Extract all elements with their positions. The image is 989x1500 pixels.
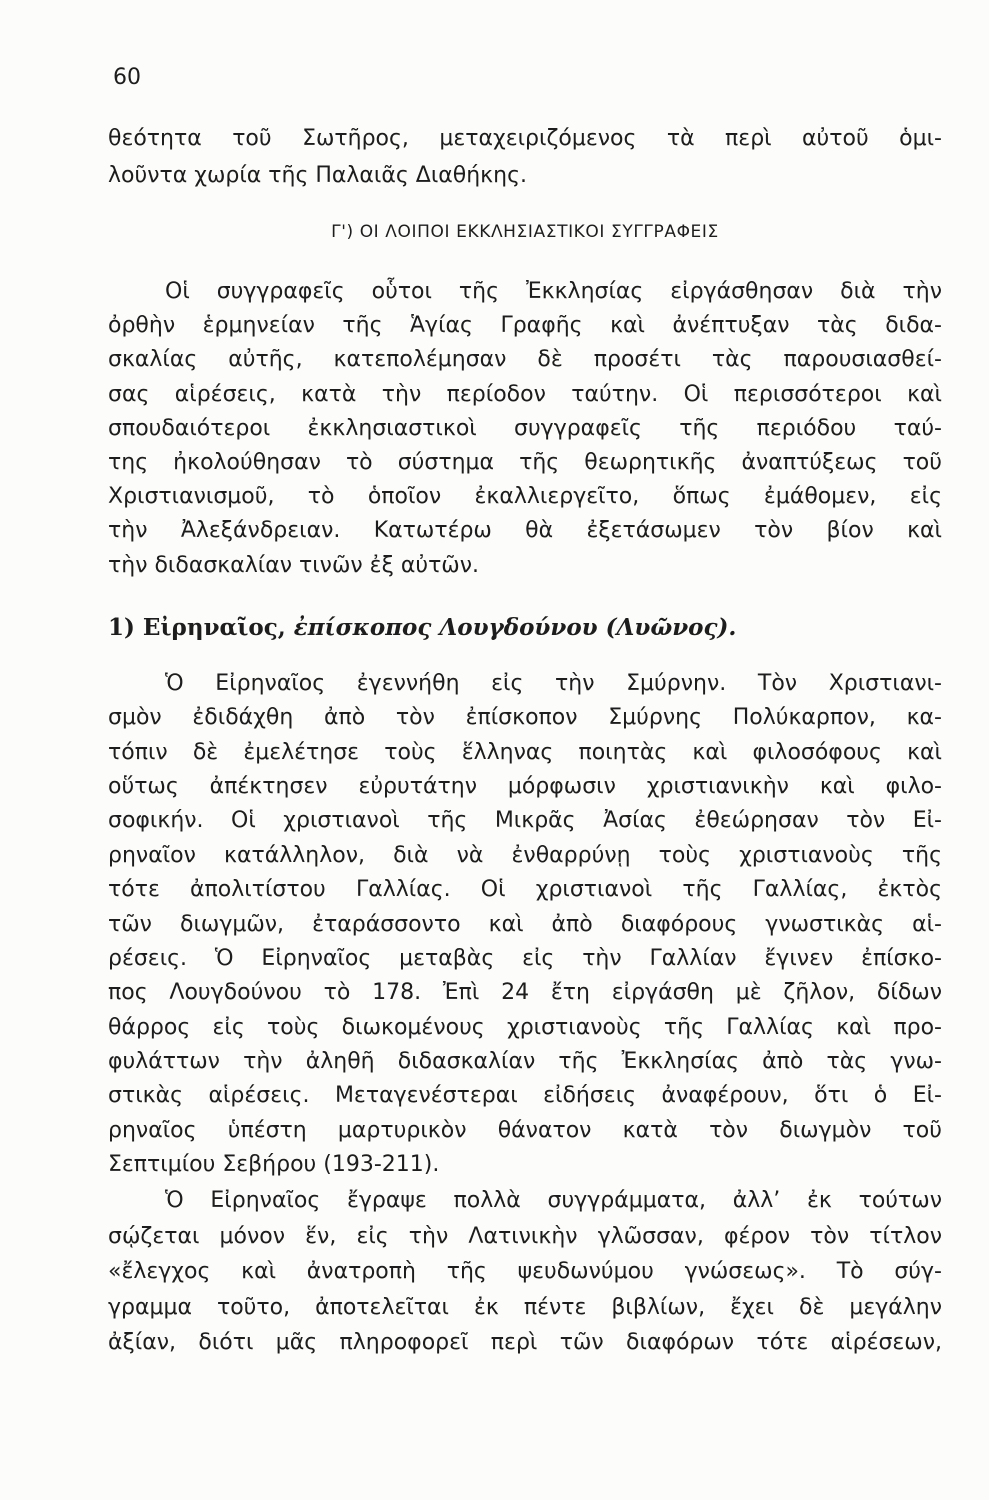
text-line: τὴν Ἀλεξάνδρειαν. Κατωτέρω θὰ ἐξετάσωμεν τὸν βίον καὶ xyxy=(108,518,942,544)
text-line: σῴζεται μόνον ἕν, εἰς τὴν Λατινικὴν γλῶσσαν, φέρον τὸν τίτλον xyxy=(108,1223,942,1249)
text-line: ρέσεις. Ὁ Εἰρηναῖος μεταβὰς εἰς τὴν Γαλλίαν ἔγινεν ἐπίσκο- xyxy=(108,945,942,971)
subsection-subtitle: ἐπίσκοπος Λουγδούνου (Λυῶνος). xyxy=(293,614,737,641)
continuation-paragraph xyxy=(108,120,942,194)
text-line: ρηναῖος ὑπέστη μαρτυρικὸν θάνατον κατὰ τὸν διωγμὸν τοῦ xyxy=(108,1117,942,1143)
text-line: της ἠκολούθησαν τὸ σύστημα τῆς θεωρητικῆς ἀναπτύξεως τοῦ xyxy=(108,449,942,475)
page-number: 60 xyxy=(113,65,141,90)
text-line: τότε ἀπολιτίστου Γαλλίας. Οἱ χριστιανοὶ τῆς Γαλλίας, ἐκτὸς xyxy=(108,877,942,903)
text-line: σπουδαιότεροι ἐκκλησιαστικοὶ συγγραφεῖς τῆς περιόδου ταύ- xyxy=(108,415,942,441)
text-line: ὀρθὴν ἑρμηνείαν τῆς Ἁγίας Γραφῆς καὶ ἀνέπτυξαν τὰς διδα- xyxy=(108,313,942,339)
text-line: σμὸν ἐδιδάχθη ἀπὸ τὸν ἐπίσκοπον Σμύρνης Πολύκαρπον, κα- xyxy=(108,705,942,731)
text-line: Σεπτιμίου Σεβήρου (193-211). xyxy=(108,1152,440,1178)
paragraph xyxy=(108,1183,942,1361)
text-line: θεότητα τοῦ Σωτῆρος, μεταχειριζόμενος τὰ περὶ αὐτοῦ ὁμι- xyxy=(108,126,942,151)
text-line: σοφικήν. Οἱ χριστιανοὶ τῆς Μικρᾶς Ἀσίας ἐθεώρησαν τὸν Εἰ- xyxy=(108,808,942,834)
text-line: Οἱ συγγραφεῖς οὗτοι τῆς Ἐκκλησίας εἰργάσθησαν διὰ τὴν xyxy=(165,279,942,304)
text-line: τῶν διωγμῶν, ἐταράσσοντο καὶ ἀπὸ διαφόρους γνωστικὰς αἱ- xyxy=(108,911,942,937)
text-line: Ὁ Εἰρηναῖος ἔγραψε πολλὰ συγγράμματα, ἀλλ’ ἐκ τούτων xyxy=(165,1188,942,1213)
text-line: θάρρος εἰς τοὺς διωκομένους χριστιανοὺς τῆς Γαλλίας καὶ προ- xyxy=(108,1014,942,1040)
text-line: πος Λουγδούνου τὸ 178. Ἐπὶ 24 ἔτη εἰργάσθη μὲ ζῆλον, δίδων xyxy=(108,980,942,1006)
section-heading: Γ') ΟΙ ΛΟΙΠΟΙ ΕΚΚΛΗΣΙΑΣΤΙΚΟΙ ΣΥΓΓΡΑΦΕΙΣ xyxy=(331,222,719,242)
text-line: τὴν διδασκαλίαν τινῶν ἐξ αὐτῶν. xyxy=(108,552,480,578)
text-line: ρηναῖον κατάλληλον, διὰ νὰ ἐνθαρρύνῃ τοὺς χριστιανοὺς τῆς xyxy=(108,842,942,868)
intro-paragraph xyxy=(108,275,942,583)
subsection-name: 1) Εἰρηναῖος, xyxy=(108,614,286,641)
text-line: σας αἱρέσεις, κατὰ τὴν περίοδον ταύτην. Οἱ περισσότεροι καὶ xyxy=(108,381,942,407)
text-line: τόπιν δὲ ἐμελέτησε τοὺς ἕλληνας ποιητὰς καὶ φιλοσόφους καὶ xyxy=(108,739,942,765)
text-line: οὕτως ἀπέκτησεν εὐρυτάτην μόρφωσιν χριστιανικὴν καὶ φιλο- xyxy=(108,774,942,800)
text-line: στικὰς αἱρέσεις. Μεταγενέστεραι εἰδήσεις ἀναφέρουν, ὅτι ὁ Εἰ- xyxy=(108,1083,942,1109)
text-line: γραμμα τοῦτο, ἀποτελεῖται ἐκ πέντε βιβλίων, ἔχει δὲ μεγάλην xyxy=(108,1294,942,1320)
text-line: Χριστιανισμοῦ, τὸ ὁποῖον ἐκαλλιεργεῖτο, ὅπως ἐμάθομεν, εἰς xyxy=(108,484,942,510)
paragraph xyxy=(108,667,942,1182)
text-line: σκαλίας αὐτῆς, κατεπολέμησαν δὲ προσέτι τὰς παρουσιασθεί- xyxy=(108,347,942,373)
text-line: φυλάττων τὴν ἀληθῆ διδασκαλίαν τῆς Ἐκκλησίας ἀπὸ τὰς γνω- xyxy=(108,1048,942,1074)
text-line: λοῦντα χωρία τῆς Παλαιᾶς Διαθήκης. xyxy=(108,163,527,188)
text-line: Ὁ Εἰρηναῖος ἐγεννήθη εἰς τὴν Σμύρνην. Τὸν Χριστιανι- xyxy=(165,671,942,696)
subsection-heading xyxy=(108,610,942,646)
text-line: «ἔλεγχος καὶ ἀνατροπὴ τῆς ψευδωνύμου γνώσεως». Τὸ σύγ- xyxy=(108,1259,942,1284)
text-line: ἀξίαν, διότι μᾶς πληροφορεῖ περὶ τῶν διαφόρων τότε αἱρέσεων, xyxy=(108,1330,942,1355)
